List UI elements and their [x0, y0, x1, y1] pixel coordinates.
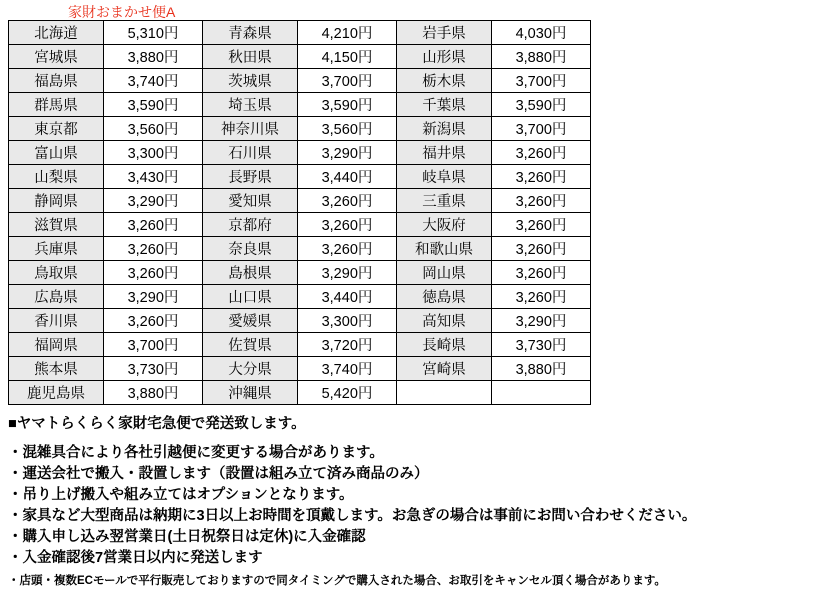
prefecture-cell: 岡山県 — [397, 261, 492, 285]
prefecture-cell: 福島県 — [9, 69, 104, 93]
prefecture-cell: 山形県 — [397, 45, 492, 69]
table-row — [9, 117, 591, 141]
table-row — [9, 45, 591, 69]
price-cell: 3,740円 — [104, 69, 203, 93]
price-cell: 3,880円 — [492, 357, 591, 381]
price-cell: 4,210円 — [298, 21, 397, 45]
prefecture-cell: 群馬県 — [9, 93, 104, 117]
price-cell: 3,590円 — [492, 93, 591, 117]
prefecture-cell: 佐賀県 — [203, 333, 298, 357]
price-cell: 3,880円 — [104, 381, 203, 405]
prefecture-cell: 静岡県 — [9, 189, 104, 213]
prefecture-cell: 北海道 — [9, 21, 104, 45]
prefecture-cell: 徳島県 — [397, 285, 492, 309]
note-line: ・吊り上げ搬入や組み立てはオプションとなります。 — [8, 487, 354, 503]
prefecture-cell: 富山県 — [9, 141, 104, 165]
empty-cell — [492, 381, 591, 405]
prefecture-cell: 茨城県 — [203, 69, 298, 93]
table-row — [9, 381, 591, 405]
table-body — [9, 21, 591, 405]
prefecture-cell: 福井県 — [397, 141, 492, 165]
price-cell: 3,440円 — [298, 165, 397, 189]
prefecture-cell: 岩手県 — [397, 21, 492, 45]
price-cell: 3,300円 — [104, 141, 203, 165]
prefecture-cell: 長野県 — [203, 165, 298, 189]
price-cell: 3,430円 — [104, 165, 203, 189]
prefecture-cell: 宮城県 — [9, 45, 104, 69]
notes-section — [8, 412, 808, 590]
prefecture-cell: 大分県 — [203, 357, 298, 381]
notes-list — [8, 443, 808, 569]
prefecture-cell: 鳥取県 — [9, 261, 104, 285]
price-cell: 3,700円 — [492, 69, 591, 93]
prefecture-cell: 香川県 — [9, 309, 104, 333]
table-row — [9, 189, 591, 213]
prefecture-cell: 福岡県 — [9, 333, 104, 357]
shipping-fee-table — [8, 20, 591, 405]
prefecture-cell: 愛知県 — [203, 189, 298, 213]
prefecture-cell: 奈良県 — [203, 237, 298, 261]
price-cell: 3,590円 — [298, 93, 397, 117]
prefecture-cell: 新潟県 — [397, 117, 492, 141]
prefecture-cell: 三重県 — [397, 189, 492, 213]
note-line: ・入金確認後7営業日以内に発送します — [8, 550, 263, 566]
price-cell: 3,290円 — [104, 189, 203, 213]
price-cell: 3,260円 — [492, 285, 591, 309]
price-cell: 3,720円 — [298, 333, 397, 357]
prefecture-cell: 広島県 — [9, 285, 104, 309]
table-row — [9, 213, 591, 237]
prefecture-cell: 栃木県 — [397, 69, 492, 93]
note-line: ・家具など大型商品は納期に3日以上お時間を頂戴します。お急ぎの場合は事前にお問い合わせください。 — [8, 508, 697, 524]
price-cell: 3,260円 — [104, 213, 203, 237]
price-cell: 3,700円 — [492, 117, 591, 141]
price-cell: 3,730円 — [492, 333, 591, 357]
price-cell: 3,260円 — [492, 261, 591, 285]
price-cell: 3,740円 — [298, 357, 397, 381]
price-cell: 3,290円 — [298, 261, 397, 285]
prefecture-cell: 島根県 — [203, 261, 298, 285]
page-title: 家財おまかせ便A — [68, 4, 176, 20]
table-row — [9, 285, 591, 309]
price-cell: 3,560円 — [104, 117, 203, 141]
price-cell: 3,260円 — [298, 237, 397, 261]
prefecture-cell: 高知県 — [397, 309, 492, 333]
prefecture-cell: 神奈川県 — [203, 117, 298, 141]
table-row — [9, 357, 591, 381]
prefecture-cell: 鹿児島県 — [9, 381, 104, 405]
price-cell: 3,260円 — [492, 189, 591, 213]
price-cell: 3,700円 — [298, 69, 397, 93]
prefecture-cell: 山梨県 — [9, 165, 104, 189]
price-cell: 3,260円 — [104, 237, 203, 261]
notes-fine-print: ・店頭・複数ECモールで平行販売しておりますので同タイミングで購入された場合、お取引をキャンセル頂く場合があります。 — [8, 575, 666, 587]
table-row — [9, 93, 591, 117]
prefecture-cell: 青森県 — [203, 21, 298, 45]
price-cell: 3,260円 — [492, 141, 591, 165]
prefecture-cell: 秋田県 — [203, 45, 298, 69]
prefecture-cell: 沖縄県 — [203, 381, 298, 405]
table-row — [9, 141, 591, 165]
prefecture-cell: 山口県 — [203, 285, 298, 309]
table-row — [9, 309, 591, 333]
price-cell: 3,260円 — [104, 309, 203, 333]
price-cell: 3,300円 — [298, 309, 397, 333]
price-cell: 3,880円 — [104, 45, 203, 69]
prefecture-cell: 滋賀県 — [9, 213, 104, 237]
price-cell: 3,290円 — [492, 309, 591, 333]
price-cell: 3,880円 — [492, 45, 591, 69]
prefecture-cell: 京都府 — [203, 213, 298, 237]
note-line: ・混雑具合により各社引越便に変更する場合があります。 — [8, 445, 384, 461]
table-row — [9, 237, 591, 261]
prefecture-cell: 千葉県 — [397, 93, 492, 117]
note-line: ・運送会社で搬入・設置します（設置は組み立て済み商品のみ） — [8, 466, 429, 482]
price-cell: 3,260円 — [492, 213, 591, 237]
prefecture-cell: 岐阜県 — [397, 165, 492, 189]
price-cell: 5,420円 — [298, 381, 397, 405]
price-cell: 4,030円 — [492, 21, 591, 45]
note-line: ・購入申し込み翌営業日(土日祝祭日は定休)に入金確認 — [8, 529, 366, 545]
prefecture-cell: 石川県 — [203, 141, 298, 165]
table-row — [9, 69, 591, 93]
price-cell: 3,590円 — [104, 93, 203, 117]
price-cell: 3,260円 — [104, 261, 203, 285]
prefecture-cell: 大阪府 — [397, 213, 492, 237]
prefecture-cell: 兵庫県 — [9, 237, 104, 261]
prefecture-cell: 愛媛県 — [203, 309, 298, 333]
empty-cell — [397, 381, 492, 405]
prefecture-cell: 東京都 — [9, 117, 104, 141]
price-cell: 3,730円 — [104, 357, 203, 381]
price-cell: 4,150円 — [298, 45, 397, 69]
price-cell: 3,700円 — [104, 333, 203, 357]
notes-heading: ■ヤマトらくらく家財宅急便で発送致します。 — [8, 416, 306, 432]
price-cell: 3,290円 — [298, 141, 397, 165]
prefecture-cell: 和歌山県 — [397, 237, 492, 261]
price-cell: 5,310円 — [104, 21, 203, 45]
prefecture-cell: 埼玉県 — [203, 93, 298, 117]
table-row — [9, 165, 591, 189]
prefecture-cell: 長崎県 — [397, 333, 492, 357]
prefecture-cell: 熊本県 — [9, 357, 104, 381]
price-cell: 3,260円 — [492, 165, 591, 189]
price-cell: 3,260円 — [492, 237, 591, 261]
prefecture-cell: 宮崎県 — [397, 357, 492, 381]
price-cell: 3,560円 — [298, 117, 397, 141]
table-row — [9, 333, 591, 357]
price-cell: 3,290円 — [104, 285, 203, 309]
price-cell: 3,260円 — [298, 213, 397, 237]
price-cell: 3,260円 — [298, 189, 397, 213]
table-row — [9, 21, 591, 45]
price-cell: 3,440円 — [298, 285, 397, 309]
table-row — [9, 261, 591, 285]
